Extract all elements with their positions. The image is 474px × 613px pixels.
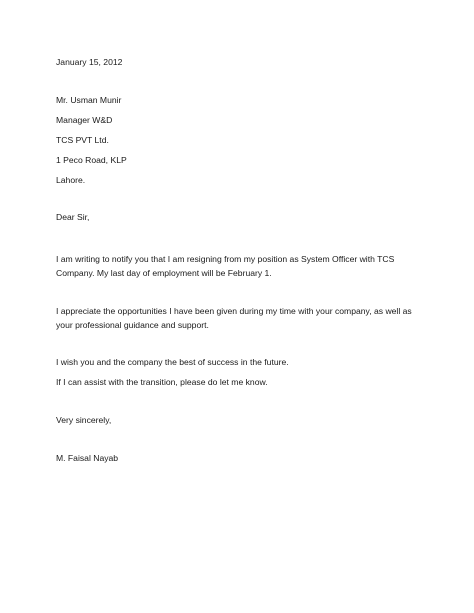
salutation: Dear Sir, [56, 212, 90, 222]
recipient-title: Manager W&D [56, 115, 113, 125]
recipient-city: Lahore. [56, 175, 86, 185]
recipient-name: Mr. Usman Munir [56, 95, 122, 105]
recipient-address: 1 Peco Road, KLP [56, 155, 127, 165]
closing: Very sincerely, [56, 415, 112, 425]
body-paragraph: If I can assist with the transition, please do let me know. [56, 377, 268, 387]
letter-date: January 15, 2012 [56, 57, 123, 67]
body-paragraph: I wish you and the company the best of success in the future. [56, 357, 289, 367]
body-paragraph: I am writing to notify you that I am resigning from my position as System Officer with TCS Company. My last day of employment will be February 1. [56, 254, 395, 278]
body-paragraph: I appreciate the opportunities I have been given during my time with your company, as well as your professional guidance and support. [56, 306, 412, 330]
signature-name: M. Faisal Nayab [56, 453, 119, 463]
recipient-company: TCS PVT Ltd. [56, 135, 109, 145]
